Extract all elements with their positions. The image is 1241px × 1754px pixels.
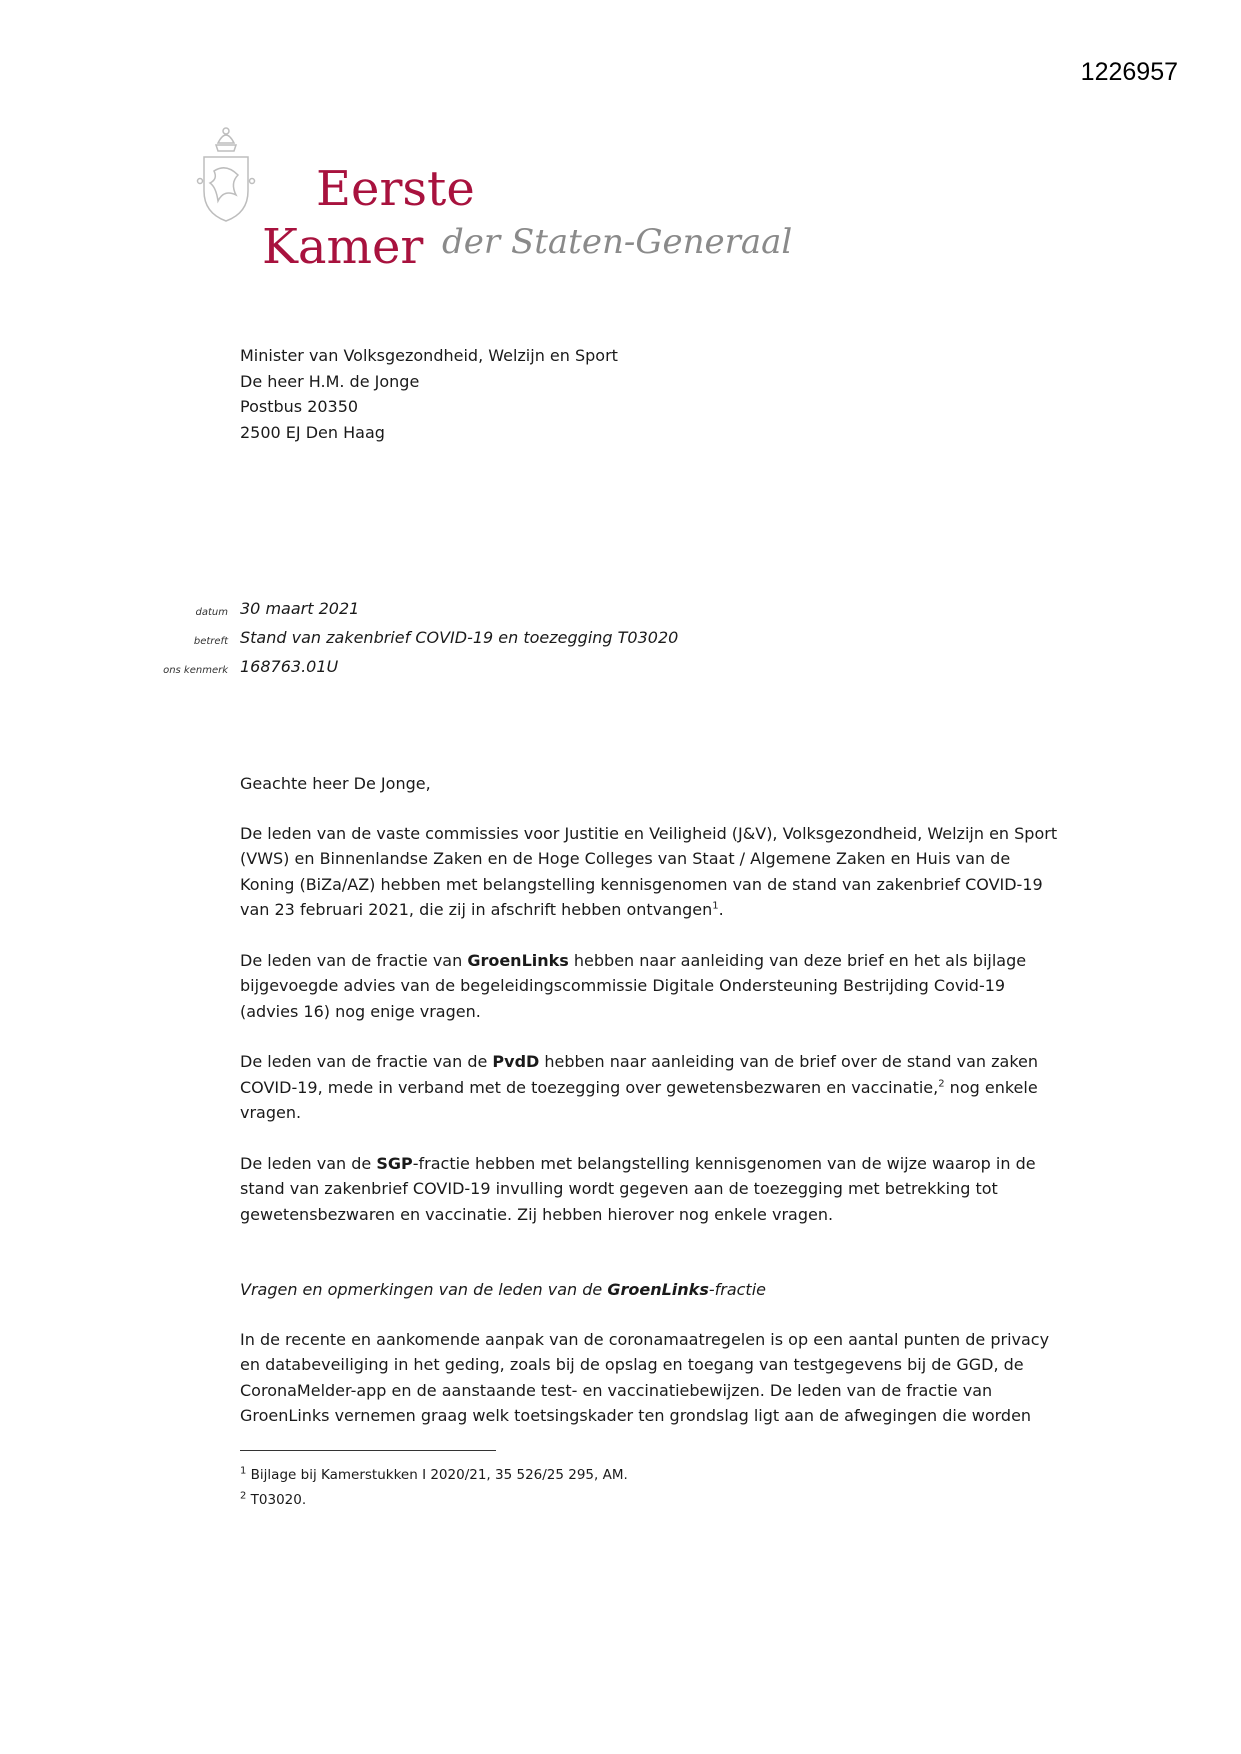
- paragraph-4: [240, 1151, 1060, 1228]
- section-heading: [240, 1277, 1060, 1303]
- paragraph-text: De leden van de vaste commissies voor Justitie en Veiligheid (J&V), Volksgezondheid, Welzijn en Sport (VWS) en Binnenlandse Zaken en de Hoge Colleges van Staat / Algemene Zaken en Huis van de Koning (BiZa/AZ) hebben met belangstelling kennisgenomen van de stand van zakenbrief COVID-19 van 23 februari 2021, die zij in afschrift hebben ontvangen: [240, 823, 1058, 919]
- logo-staten-generaal: der Staten-Generaal: [442, 222, 793, 262]
- paragraph-1: [240, 821, 1060, 923]
- paragraph-text: De leden van de: [240, 1153, 377, 1173]
- party-name: PvdD: [492, 1052, 540, 1071]
- meta-kenmerk: [140, 654, 678, 683]
- paragraph-text: .: [718, 900, 724, 919]
- paragraph-text: hebben naar aanleiding van de brief over de stand van zaken COVID-19, mede in verband met de toezegging over gewetensbezwaren en vaccinatie,: [240, 1052, 1038, 1097]
- footnote-text: T03020.: [246, 1492, 307, 1508]
- paragraph-3: [240, 1049, 1060, 1126]
- party-name: SGP: [376, 1153, 413, 1173]
- letter-meta: [140, 596, 678, 683]
- address-line: De heer H.M. de Jonge: [240, 371, 420, 391]
- footnote-text: Bijlage bij Kamerstukken I 2020/21, 35 526/25 295, AM.: [246, 1467, 628, 1483]
- betreft-label: betreft: [193, 636, 228, 647]
- recipient-address: [240, 343, 618, 445]
- meta-datum: [140, 596, 678, 625]
- footnote-number: 1: [240, 1465, 247, 1477]
- letter-body: [240, 771, 1060, 1454]
- footnotes: [240, 1463, 628, 1513]
- logo-kamer: Kamer: [262, 219, 424, 275]
- footnote-divider: [240, 1450, 496, 1451]
- footnote-number: 2: [240, 1490, 247, 1502]
- paragraph-text: hebben naar aanleiding van deze brief en het als bijlage bijgevoegde advies van de begeleidingscommissie Digitale Ondersteuning Bestrijding Covid-19 (advies 16) nog enige vragen.: [240, 950, 1027, 1021]
- paragraph-2: [240, 948, 1060, 1025]
- meta-betreft: [140, 625, 678, 654]
- party-name: GroenLinks: [607, 1280, 709, 1299]
- datum-value: 30 maart 2021: [240, 599, 360, 618]
- paragraph-5: In de recente en aankomende aanpak van de coronamaatregelen is op een aantal punten de privacy en databeveiliging in het geding, zoals bij de opslag en toegang van testgegevens bij de GGD, de CoronaMelder-app en de aanstaande test- en vaccinatiebewijzen. De leden van de fractie van GroenLinks vernemen graag welk toetsingskader ten grondslag ligt aan de afwegingen die worden: [240, 1329, 1050, 1425]
- address-line: Minister van Volksgezondheid, Welzijn en Sport: [240, 346, 618, 365]
- paragraph-text: De leden van de fractie van de: [240, 1052, 493, 1071]
- kenmerk-value: 168763.01U: [240, 657, 339, 676]
- crest-icon: [196, 121, 256, 227]
- party-name: GroenLinks: [467, 950, 569, 970]
- paragraph-text: nog enkele vragen.: [240, 1077, 1038, 1122]
- datum-label: datum: [195, 607, 228, 618]
- logo-eerste: Eerste: [316, 161, 475, 217]
- footnote-ref: 1: [712, 900, 719, 912]
- footnote: [240, 1488, 628, 1513]
- address-line: Postbus 20350: [240, 397, 359, 416]
- footnote: [240, 1463, 628, 1488]
- paragraph-text: -fractie hebben met belangstelling kennisgenomen van de wijze waarop in de stand van zakenbrief COVID-19 invulling wordt gegeven aan de toezegging met betrekking tot gewetensbezwaren en vaccinatie. Zij hebben hierover nog enkele vragen.: [240, 1153, 1036, 1224]
- footnote-ref: 2: [938, 1078, 945, 1090]
- salutation: Geachte heer De Jonge,: [240, 774, 431, 793]
- heading-text: -fractie: [708, 1280, 766, 1299]
- heading-text: Vragen en opmerkingen van de leden van de: [240, 1280, 608, 1299]
- paragraph-text: De leden van de fractie van: [240, 950, 468, 970]
- address-line: 2500 EJ Den Haag: [240, 422, 385, 442]
- betreft-value: Stand van zakenbrief COVID-19 en toezegging T03020: [240, 628, 679, 647]
- document-number: 1226957: [1080, 58, 1178, 86]
- kenmerk-label: ons kenmerk: [163, 665, 228, 676]
